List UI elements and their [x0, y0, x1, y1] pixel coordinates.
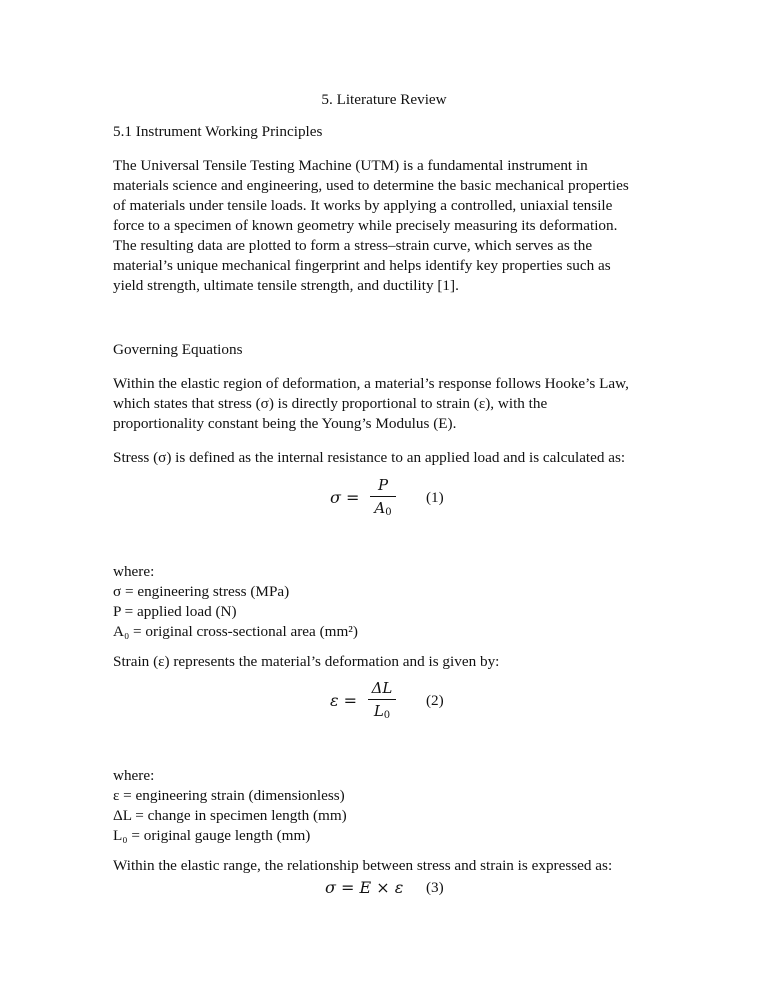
equation-2-fraction: [368, 679, 396, 720]
equation-1-numerator: P: [377, 476, 389, 494]
where-line: where:: [113, 767, 155, 784]
equation-1-number: (1): [426, 489, 444, 506]
fraction-bar: [370, 496, 396, 497]
intro-paragraph: [113, 156, 673, 296]
subsection-title: 5.1 Instrument Working Principles: [113, 123, 323, 140]
hooke-line: which states that stress (σ) is directly proportional to strain (ε), with the: [113, 395, 548, 412]
equation-3: [325, 878, 525, 908]
hooke-line: Within the elastic region of deformation, a material’s response follows Hooke’s Law,: [113, 375, 629, 392]
stress-definition: Stress (σ) is defined as the internal resistance to an applied load and is calculated as:: [113, 449, 626, 466]
where-line: ε = engineering strain (dimensionless): [113, 787, 345, 804]
equation-3-expression: σ = E × ε: [325, 878, 404, 897]
section-title: 5. Literature Review: [321, 91, 447, 108]
equation-1-denominator: [370, 499, 396, 517]
equation-2-numerator: ΔL: [371, 679, 393, 697]
fraction-bar: [368, 699, 396, 700]
equation-1-lhs: σ =: [330, 488, 360, 507]
where-line: where:: [113, 563, 155, 580]
equation-2-den-symbol: L: [373, 702, 384, 720]
elastic-relation-text: Within the elastic range, the relationship between stress and strain is expressed as:: [113, 857, 613, 874]
equation-2-den-subscript: 0: [383, 710, 391, 721]
intro-line: materials science and engineering, used to determine the basic mechanical properties: [113, 177, 629, 194]
where-line: ΔL = change in specimen length (mm): [113, 807, 347, 824]
equation-2: [330, 677, 490, 727]
intro-line: yield strength, ultimate tensile strength, and ductility [1].: [113, 277, 459, 294]
equation-1: [330, 474, 490, 524]
where-line: σ = engineering stress (MPa): [113, 583, 290, 600]
where-line: A₀ = original cross-sectional area (mm²): [113, 623, 358, 640]
equation-1-den-symbol: A: [374, 499, 386, 517]
where-line: L₀ = original gauge length (mm): [113, 827, 311, 844]
intro-line: of materials under tensile loads. It works by applying a controlled, uniaxial tensile: [113, 197, 613, 214]
equation-1-den-subscript: 0: [385, 507, 392, 518]
equation-2-lhs: ε =: [330, 691, 358, 710]
strain-definition: Strain (ε) represents the material’s deformation and is given by:: [113, 653, 500, 670]
where-list-2: [113, 766, 673, 846]
equation-1-fraction: [370, 476, 396, 517]
intro-line: material’s unique mechanical fingerprint and helps identify key properties such as: [113, 257, 611, 274]
where-list-1: [113, 562, 673, 642]
equation-2-denominator: [368, 702, 396, 720]
hooke-line: proportionality constant being the Young’s Modulus (E).: [113, 415, 457, 432]
equation-3-number: (3): [426, 879, 444, 896]
intro-line: The Universal Tensile Testing Machine (UTM) is a fundamental instrument in: [113, 157, 588, 174]
equation-2-number: (2): [426, 692, 444, 709]
where-line: P = applied load (N): [113, 603, 237, 620]
intro-line: The resulting data are plotted to form a stress–strain curve, which serves as the: [113, 237, 593, 254]
governing-equations-heading: Governing Equations: [113, 341, 243, 358]
intro-line: force to a specimen of known geometry while precisely measuring its deformation.: [113, 217, 618, 234]
hooke-paragraph: [113, 374, 673, 434]
